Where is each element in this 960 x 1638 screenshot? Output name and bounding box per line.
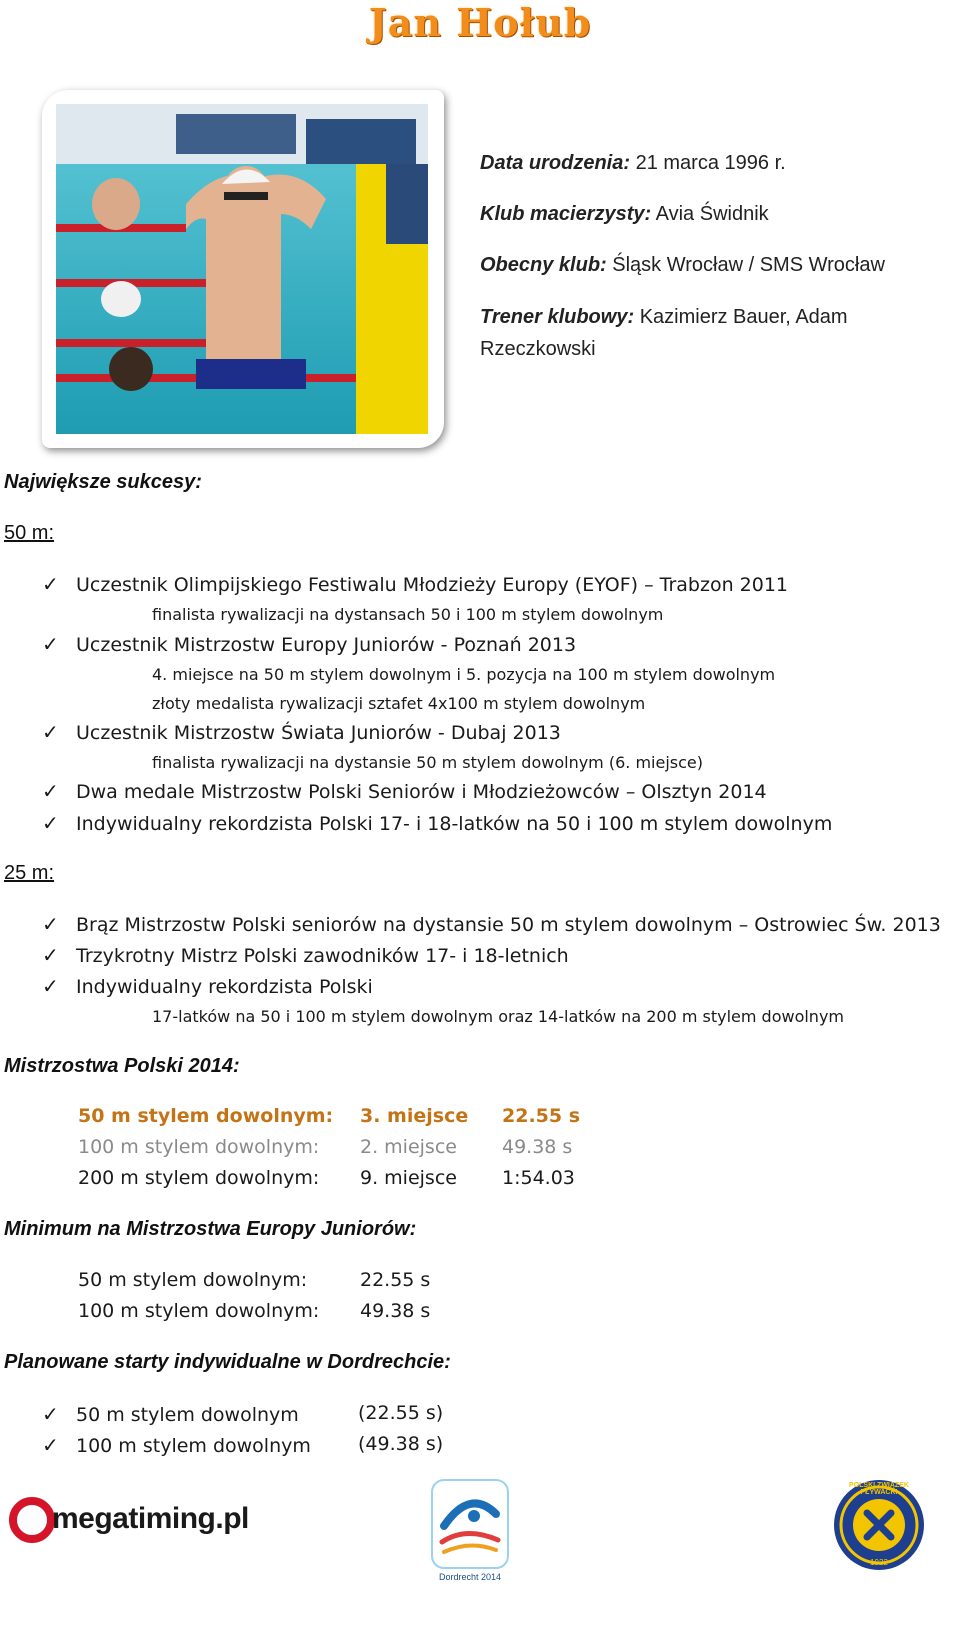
page-title: Jan Hołub — [368, 0, 592, 45]
list-item: ✓ Brąz Mistrzostw Polski seniorów na dystansie 50 m stylem dowolnym – Ostrowiec Św. 2013 — [42, 912, 941, 936]
championships-heading: Mistrzostwa Polski 2014: — [4, 1055, 240, 1077]
list-item-note: finalista rywalizacji na dystansie 50 m stylem dowolnym (6. miejsce) — [152, 753, 703, 772]
checkmark-icon: ✓ — [42, 1402, 59, 1426]
swimmer-photo — [42, 90, 444, 448]
pzp-emblem-year: 1922 — [870, 1558, 888, 1567]
list-item: ✓ Indywidualny rekordzista Polski — [42, 974, 373, 998]
club-coach-cont: Rzeczkowski — [480, 338, 596, 360]
pzp-emblem — [832, 1478, 926, 1572]
checkmark-icon: ✓ — [42, 779, 59, 803]
minimum-heading: Minimum na Mistrzostwa Europy Juniorów: — [4, 1218, 417, 1240]
list-item-note: 4. miejsce na 50 m stylem dowolnym i 5. pozycja na 100 m stylem dowolnym — [152, 665, 776, 684]
pool25-heading: 25 m: — [4, 862, 55, 884]
club-coach: Trener klubowy: Kazimierz Bauer, Adam — [480, 306, 848, 328]
home-club: Klub macierzysty: Avia Świdnik — [480, 203, 769, 225]
checkmark-icon: ✓ — [42, 811, 59, 835]
list-item: ✓ Indywidualny rekordzista Polski 17- i 18-latków na 50 i 100 m stylem dowolnym — [42, 811, 833, 835]
list-item: ✓ Trzykrotny Mistrz Polski zawodników 17- i 18-letnich — [42, 943, 569, 967]
planned-row: ✓ 100 m stylem dowolnym (49.38 s) — [42, 1433, 444, 1457]
list-item: ✓ Uczestnik Mistrzostw Świata Juniorów - Dubaj 2013 — [42, 720, 561, 744]
checkmark-icon: ✓ — [42, 720, 59, 744]
checkmark-icon: ✓ — [42, 632, 59, 656]
list-item: ✓ Dwa medale Mistrzostw Polski Seniorów i Młodzieżowców – Olsztyn 2014 — [42, 779, 767, 803]
planned-heading: Planowane starty indywidualne w Dordrechcie: — [4, 1351, 451, 1373]
current-club: Obecny klub: Śląsk Wrocław / SMS Wrocław — [480, 254, 885, 276]
list-item-note: złoty medalista rywalizacji sztafet 4x100 m stylem dowolnym — [152, 694, 646, 713]
checkmark-icon: ✓ — [42, 974, 59, 998]
list-item: ✓ Uczestnik Mistrzostw Europy Juniorów - Poznań 2013 — [42, 632, 577, 656]
megatiming-logo: megatiming.pl — [8, 1488, 248, 1558]
list-item-note: finalista rywalizacji na dystansach 50 i 100 m stylem dowolnym — [152, 605, 664, 624]
checkmark-icon: ✓ — [42, 1433, 59, 1457]
pzp-emblem-text: POLSKI ZWIĄZEK PŁYWACKI — [849, 1482, 909, 1496]
list-item-note: 17-latków na 50 i 100 m stylem dowolnym oraz 14-latków na 200 m stylem dowolnym — [152, 1007, 844, 1026]
checkmark-icon: ✓ — [42, 572, 59, 596]
checkmark-icon: ✓ — [42, 943, 59, 967]
checkmark-icon: ✓ — [42, 912, 59, 936]
dordrecht-logo: Dordrecht 2014 — [430, 1478, 510, 1588]
birth-date: Data urodzenia: 21 marca 1996 r. — [480, 152, 786, 174]
successes-heading: Największe sukcesy: — [4, 471, 202, 493]
list-item: ✓ Uczestnik Olimpijskiego Festiwalu Młodzieży Europy (EYOF) – Trabzon 2011 — [42, 572, 789, 596]
planned-row: ✓ 50 m stylem dowolnym (22.55 s) — [42, 1402, 444, 1426]
megatiming-o-icon — [8, 1494, 56, 1546]
pool50-heading: 50 m: — [4, 522, 55, 544]
